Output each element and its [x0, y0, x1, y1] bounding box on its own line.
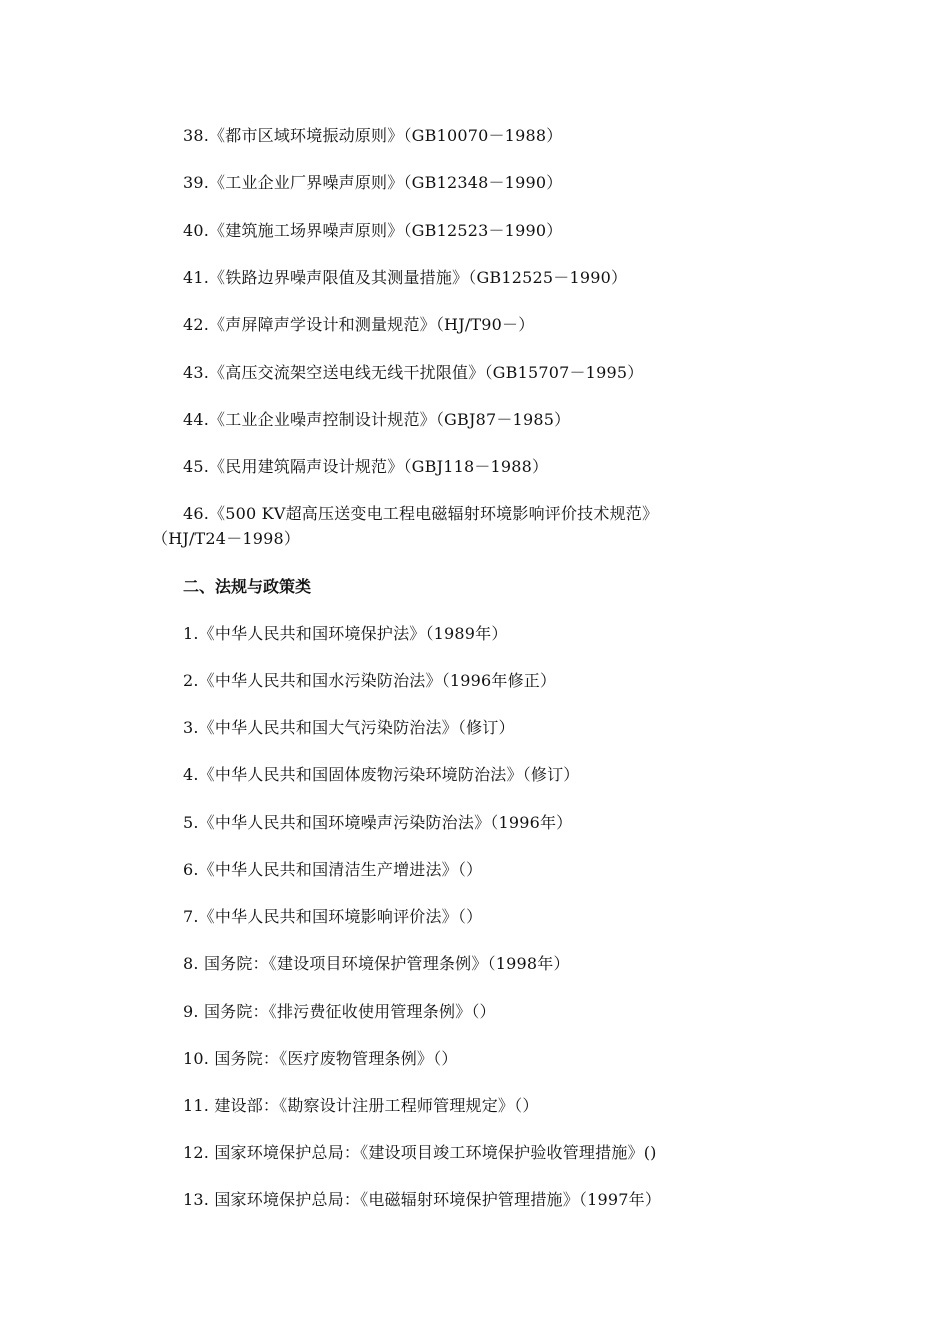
list-item: 45.《民用建筑隔声设计规范》（GBJ118－1988） — [183, 457, 549, 476]
list-item: 4.《中华人民共和国固体废物污染环境防治法》（修订） — [183, 765, 580, 784]
list-item: 2.《中华人民共和国水污染防治法》（1996年修正） — [183, 671, 557, 690]
list-item-line2: （HJ/T24－1998） — [152, 529, 301, 548]
list-item: 38.《都市区域环境振动原则》（GB10070－1988） — [183, 126, 563, 145]
list-item: 9. 国务院：《排污费征收使用管理条例》（） — [183, 1002, 496, 1021]
list-item: 10. 国务院：《医疗废物管理条例》（） — [183, 1049, 458, 1068]
list-item-line1: 46.《500 KV超高压送变电工程电磁辐射环境影响评价技术规范》 — [183, 504, 659, 523]
list-item: 43.《高压交流架空送电线无线干扰限值》（GB15707－1995） — [183, 363, 644, 382]
list-item: 6.《中华人民共和国清洁生产增进法》（） — [183, 860, 483, 879]
list-item: 41.《铁路边界噪声限值及其测量措施》（GB12525－1990） — [183, 268, 628, 287]
section-heading: 二、法规与政策类 — [183, 577, 312, 596]
list-item: 13. 国家环境保护总局：《电磁辐射环境保护管理措施》（1997年） — [183, 1190, 662, 1209]
list-item: 12. 国家环境保护总局：《建设项目竣工环境保护验收管理措施》() — [183, 1143, 657, 1162]
list-item: 11. 建设部：《勘察设计注册工程师管理规定》（） — [183, 1096, 539, 1115]
list-item: 7.《中华人民共和国环境影响评价法》（） — [183, 907, 483, 926]
list-item: 42.《声屏障声学设计和测量规范》（HJ/T90－） — [183, 315, 535, 334]
list-item: 44.《工业企业噪声控制设计规范》（GBJ87－1985） — [183, 410, 571, 429]
list-item: 39.《工业企业厂界噪声原则》（GB12348－1990） — [183, 173, 563, 192]
list-item: 8. 国务院：《建设项目环境保护管理条例》（1998年） — [183, 954, 570, 973]
list-item: 40.《建筑施工场界噪声原则》（GB12523－1990） — [183, 221, 563, 240]
list-item: 3.《中华人民共和国大气污染防治法》（修订） — [183, 718, 515, 737]
list-item: 5.《中华人民共和国环境噪声污染防治法》（1996年） — [183, 813, 573, 832]
list-item: 1.《中华人民共和国环境保护法》（1989年） — [183, 624, 508, 643]
